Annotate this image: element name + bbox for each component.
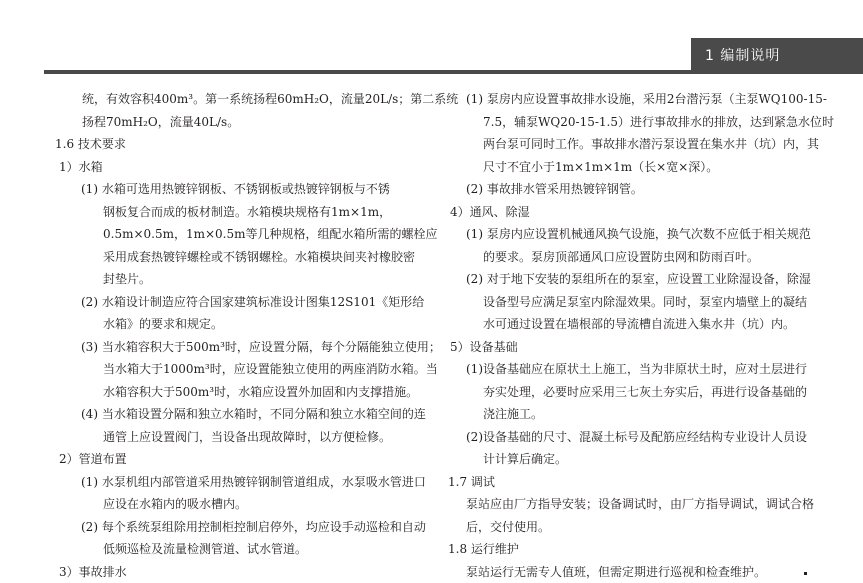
text-line: 5）设备基础 [448, 336, 808, 359]
text-line: (1) 水泵机组内部管道采用热镀锌钢制管道组成，水泵吸水管进口 [55, 471, 420, 494]
text-line: 采用成套热镀锌螺栓或不锈钢螺栓。水箱模块间夹衬橡胶密 [55, 246, 420, 269]
text-line: 1.7 调试 [448, 471, 808, 494]
page-corner-mark [804, 572, 807, 575]
text-line: (2) 事故排水管采用热镀锌钢管。 [448, 178, 808, 201]
text-line: (1) 泵房内应设置机械通风换气设施，换气次数不应低于相关规范 [448, 223, 808, 246]
text-line: 应设在水箱内的吸水槽内。 [55, 493, 420, 516]
text-line: 后，交付使用。 [448, 516, 808, 539]
text-line: 泵站应由厂方指导安装；设备调试时，由厂方指导调试，调试合格 [448, 493, 808, 516]
text-line: 两台泵可同时工作。事故排水潜污泵设置在集水井（坑）内，其 [448, 133, 808, 156]
text-line: 当水箱大于1000m³时，应设置能独立使用的两座消防水箱。当 [55, 358, 420, 381]
text-line: 4）通风、除湿 [448, 201, 808, 224]
text-line: (1)设备基础应在原状土上施工，当为非原状土时，应对土层进行 [448, 358, 808, 381]
text-line: 1.6 技术要求 [55, 133, 420, 156]
text-line: (1) 水箱可选用热镀锌钢板、不锈钢板或热镀锌钢板与不锈 [55, 178, 420, 201]
text-line: (2) 水箱设计制造应符合国家建筑标准设计图集12S101《矩形给 [55, 291, 420, 314]
text-line: (4) 当水箱设置分隔和独立水箱时，不同分隔和独立水箱空间的连 [55, 403, 420, 426]
text-line: 钢板复合而成的板材制造。水箱模块规格有1m×1m， [55, 201, 420, 224]
text-line: (2) 每个系统泵组除用控制柜控制启停外，均应设手动巡检和自动 [55, 516, 420, 539]
text-line: 水可通过设置在墙根部的导流槽自流进入集水井（坑）内。 [448, 313, 808, 336]
right-text-column [448, 88, 808, 583]
text-line: 尺寸不宜小于1m×1m×1m（长×宽×深）。 [448, 156, 808, 179]
text-line: 通管上应设置阀门，当设备出现故障时，以方便检修。 [55, 426, 420, 449]
text-line: 3）事故排水 [55, 561, 420, 583]
text-line: 2）管道布置 [55, 448, 420, 471]
text-line: 0.5m×0.5m，1m×0.5m等几种规格，组配水箱所需的螺栓应 [55, 223, 420, 246]
text-line: 水箱容积大于500m³时，水箱应设置外加固和内支撑措施。 [55, 381, 420, 404]
text-line: 夯实处理，必要时应采用三七灰土夯实后，再进行设备基础的 [448, 381, 808, 404]
text-line: 7.5，辅泵WQ20-15-1.5）进行事故排水的排放，达到紧急水位时 [448, 111, 808, 134]
text-line: 的要求。泵房顶部通风口应设置防虫网和防雨百叶。 [448, 246, 808, 269]
text-line: (3) 当水箱容积大于500m³时，应设置分隔，每个分隔能独立使用； [55, 336, 420, 359]
text-line: 计计算后确定。 [448, 448, 808, 471]
section-title-tab [691, 38, 863, 74]
text-line: 1）水箱 [55, 156, 420, 179]
text-line: 统，有效容积400m³。第一系统扬程60mH₂O，流量20L/s；第二系统 [55, 88, 420, 111]
text-line: (1) 泵房内应设置事故排水设施，采用2台潜污泵（主泵WQ100-15- [448, 88, 808, 111]
left-text-column [55, 88, 420, 583]
text-line: 封垫片。 [55, 268, 420, 291]
text-line: (2)设备基础的尺寸、混凝土标号及配筋应经结构专业设计人员设 [448, 426, 808, 449]
text-line: 低频巡检及流量检测管道、试水管道。 [55, 538, 420, 561]
text-line: 设备型号应满足泵室内除湿效果。同时，泵室内墙壁上的凝结 [448, 291, 808, 314]
text-line: 水箱》的要求和规定。 [55, 313, 420, 336]
text-line: 扬程70mH₂O，流量40L/s。 [55, 111, 420, 134]
text-line: (2) 对于地下安装的泵组所在的泵室，应设置工业除湿设备，除湿 [448, 268, 808, 291]
text-line: 浇注施工。 [448, 403, 808, 426]
section-title: 1 编制说明 [705, 48, 780, 64]
text-line: 泵站运行无需专人值班，但需定期进行巡视和检查维护。 [448, 561, 808, 583]
text-line: 1.8 运行维护 [448, 538, 808, 561]
